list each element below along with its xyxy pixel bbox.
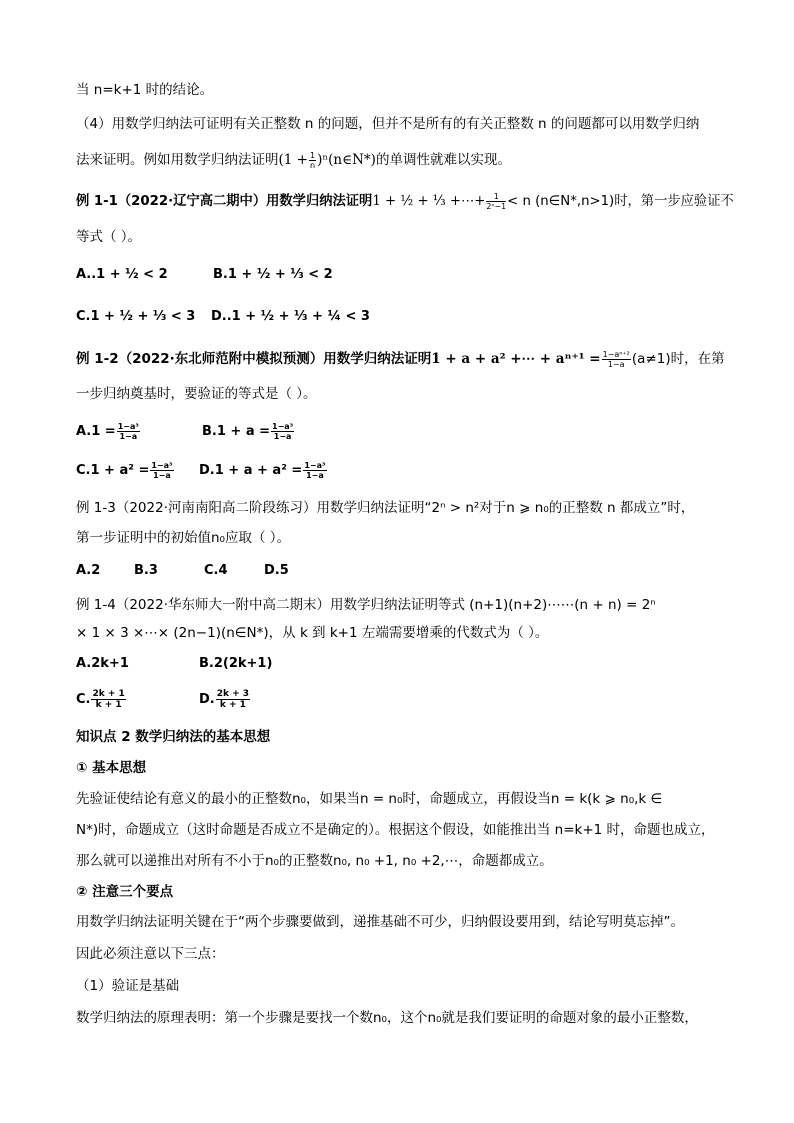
option-d: D. $\frac{2k + 3}{k + 1}$	[199, 689, 250, 710]
example-1-1	[76, 191, 734, 211]
text-line: × 1 × 3 ×⋯× (2n−1)(n∈N*)，从 k 到 k+1 左端需要增乘的代数式为（ ）。	[76, 625, 549, 641]
option-c: C.4	[204, 563, 228, 578]
text-line: N*)时，命题成立（这时命题是否成立不是确定的）。根据这个假设，如能推出当 n=k+1 时，命题也成立，	[76, 822, 715, 838]
text-line: 因此必须注意以下三点：	[76, 946, 225, 962]
text-line: 一步归纳奠基时，要验证的等式是（ ）。	[76, 386, 317, 402]
option-d: D..1 + ½ + ⅓ + ¼ < 3	[211, 309, 370, 324]
math-span: (1 +	[278, 152, 308, 168]
text-line: 数学归纳法的原理表明：第一个步骤是要找一个数n₀，这个n₀就是我们要证明的命题对象的最小正整数，	[76, 1010, 698, 1026]
fraction: $\frac{1}{\text{2ⁿ−1}}$	[486, 191, 507, 211]
option-c: C.1 + ½ + ⅓ < 3	[76, 309, 196, 324]
option-b: B.3	[134, 563, 158, 578]
option-c: C.1 + a² = $\frac{\text{1−a³}}{1-a}$	[76, 461, 173, 480]
option-d: D.5	[264, 563, 289, 578]
subsection-title: ① 基本思想	[76, 760, 147, 776]
option-a: A.1 = $\frac{\text{1−a³}}{1-a}$	[76, 422, 139, 441]
text-line: 那么就可以递推出对所有不小于n₀的正整数n₀, n₀ +1, n₀ +2,⋯，命题都成立。	[76, 853, 553, 869]
option-a: A.2k+1	[76, 656, 129, 671]
formula: 1 + a + a² +⋯ + aⁿ⁺¹ =	[431, 351, 601, 367]
text-line: 第一步证明中的初始值n₀应取（ ）。	[76, 530, 291, 546]
text-line: 当 n=k+1 时的结论。	[76, 82, 214, 98]
option-b: B.2(2k+1)	[199, 656, 273, 671]
example-1-2	[76, 349, 725, 369]
text-line: （4）用数学归纳法可证明有关正整数 n 的问题，但并不是所有的有关正整数 n 的问题都可以用数学归纳	[76, 116, 700, 132]
text-span: < n (n∈N*,n>1)时，第一步应验证不	[507, 193, 734, 209]
math-span: )ⁿ(n∈N*)的单调性就难以实现。	[317, 152, 511, 168]
example-1-3: 例 1-3（2022·河南南阳高二阶段练习）用数学归纳法证明“2ⁿ > n²对于n ⩾ n₀的正整数 n 都成立”时，	[76, 500, 695, 516]
fraction: $\frac{\text{1−aⁿ⁺²}}{1-a}$	[602, 349, 630, 369]
option-b: B.1 + ½ + ⅓ < 2	[213, 267, 333, 282]
text-line	[76, 150, 511, 170]
option-c: C. $\frac{2k + 1}{k + 1}$	[76, 689, 125, 710]
text-span: (a≠1)时，在第	[631, 351, 725, 367]
text-span: 法来证明。例如用数学归纳法证明	[76, 152, 279, 168]
text-line: 用数学归纳法证明关键在于“两个步骤要做到，递推基础不可少，归纳假设要用到，结论写明莫忘掉”。	[76, 914, 684, 930]
section-title: 知识点 2 数学归纳法的基本思想	[76, 729, 271, 745]
subsection-title: ② 注意三个要点	[76, 884, 174, 900]
option-b: B.1 + a = $\frac{\text{1−a³}}{1-a}$	[202, 422, 294, 441]
text-line: （1）验证是基础	[76, 978, 180, 994]
option-a: A.2	[76, 563, 101, 578]
text-line: 先验证使结论有意义的最小的正整数n₀，如果当n = n₀时，命题成立，再假设当n = k(k ⩾ n₀,k ∈	[76, 791, 663, 807]
example-1-4: 例 1-4（2022·华东师大一附中高二期末）用数学归纳法证明等式 (n+1)(n+2)⋯⋯(n + n) = 2ⁿ	[76, 597, 656, 613]
formula: 1 + ½ + ⅓ +⋯+	[372, 193, 486, 209]
example-heading: 例 1-1（2022·辽宁高二期中）用数学归纳法证明	[76, 193, 373, 209]
option-d: D.1 + a + a² = $\frac{\text{1−a³}}{1-a}$	[199, 461, 326, 480]
fraction: $\frac{1}{n}$	[309, 150, 316, 170]
text-line: 等式（ ）。	[76, 229, 142, 245]
example-heading: 例 1-2（2022·东北师范附中模拟预测）用数学归纳法证明	[76, 351, 432, 367]
option-a: A..1 + ½ < 2	[76, 267, 168, 282]
